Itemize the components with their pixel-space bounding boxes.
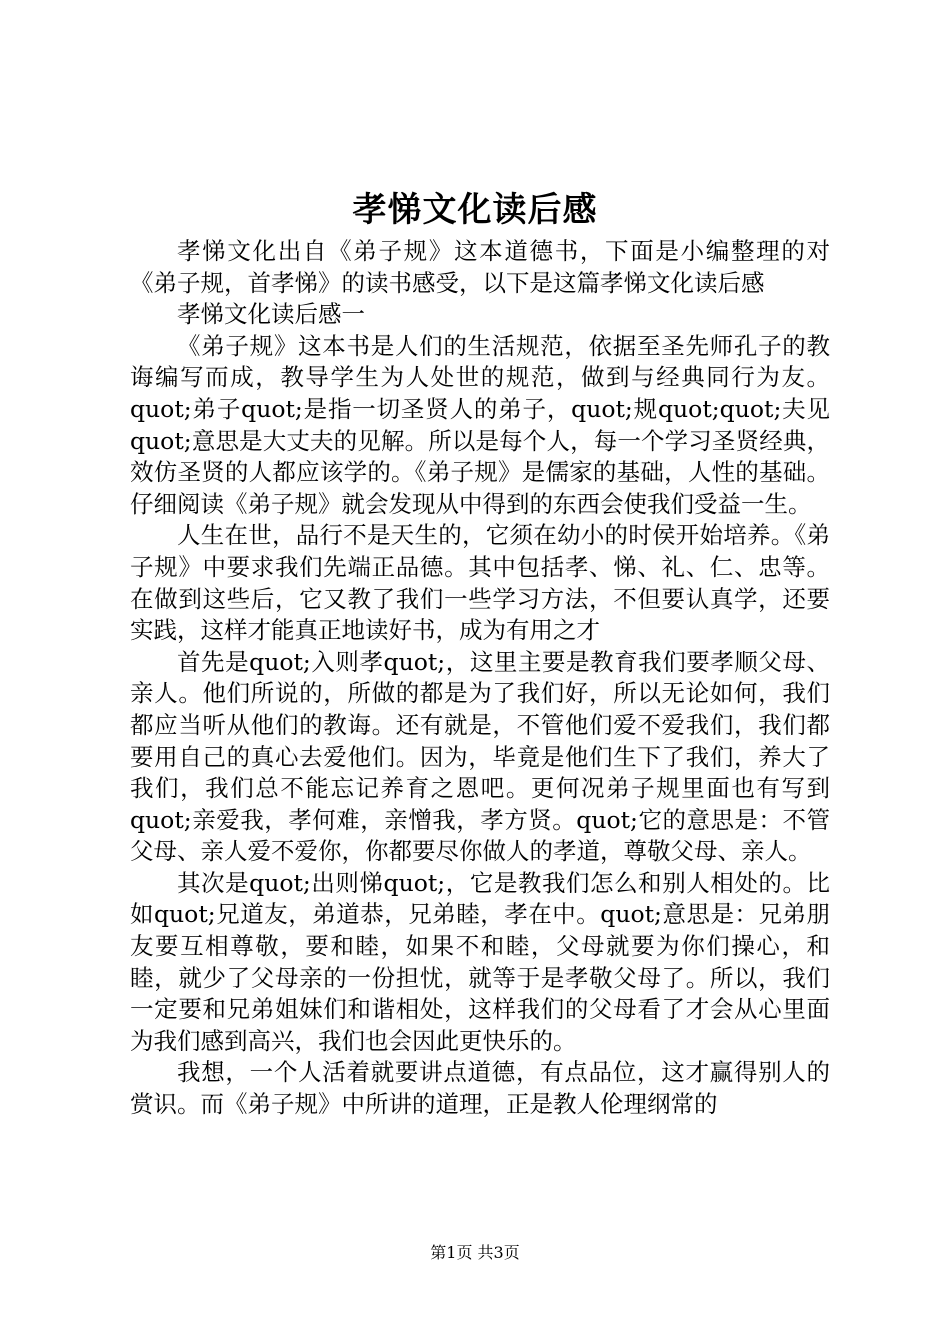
document-body (130, 236, 830, 1121)
body-paragraph: 首先是quot;入则孝quot;，这里主要是教育我们要孝顺父母、亲人。他们所说的，所做的都是为了我们好，所以无论如何，我们都应当听从他们的教诲。还有就是，不管他们爱不爱我们，我们都要用自己的真心去爱他们。因为，毕竟是他们生下了我们，养大了我们，我们总不能忘记养育之恩吧。更何况弟子规里面也有写到quot;亲爱我，孝何难，亲憎我，孝方贤。quot;它的意思是：不管父母、亲人爱不爱你，你都要尽你做人的孝道，尊敬父母、亲人。 (130, 647, 830, 866)
section-heading: 孝悌文化读后感一 (177, 300, 365, 329)
document-title: 孝悌文化读后感 (352, 190, 598, 230)
body-paragraph: 其次是quot;出则悌quot;，它是教我们怎么和别人相处的。比如quot;兄道友，弟道恭，兄弟睦，孝在中。quot;意思是：兄弟朋友要互相尊敬，要和睦，如果不和睦，父母就要为你们操心，和睦，就少了父母亲的一份担忧，就等于是孝敬父母了。所以，我们一定要和兄弟姐妹们和谐相处，这样我们的父母看了才会从心里面为我们感到高兴，我们也会因此更快乐的。 (130, 868, 830, 1055)
body-paragraph: 《弟子规》这本书是人们的生活规范，依据至圣先师孔子的教诲编写而成，教导学生为人处世的规范，做到与经典同行为友。quot;弟子quot;是指一切圣贤人的弟子，quot;规quot;quot;夫见quot;意思是大丈夫的见解。所以是每个人，每一个学习圣贤经典，效仿圣贤的人都应该学的。《弟子规》是儒家的基础，人性的基础。仔细阅读《弟子规》就会发现从中得到的东西会使我们受益一生。 (130, 331, 830, 518)
page-footer: 第1页 共3页 (430, 1243, 520, 1262)
body-paragraph: 我想，一个人活着就要讲点道德，有点品位，这才赢得别人的赏识。而《弟子规》中所讲的道理，正是教人伦理纲常的 (130, 1058, 830, 1119)
intro-paragraph: 孝悌文化出自《弟子规》这本道德书，下面是小编整理的对《弟子规，首孝悌》的读书感受，以下是这篇孝悌文化读后感 (130, 237, 830, 297)
body-paragraph: 人生在世，品行不是天生的，它须在幼小的时侯开始培养。《弟子规》中要求我们先端正品德。其中包括孝、悌、礼、仁、忠等。在做到这些后，它又教了我们一些学习方法，不但要认真学，还要实践，这样才能真正地读好书，成为有用之才 (130, 521, 830, 645)
